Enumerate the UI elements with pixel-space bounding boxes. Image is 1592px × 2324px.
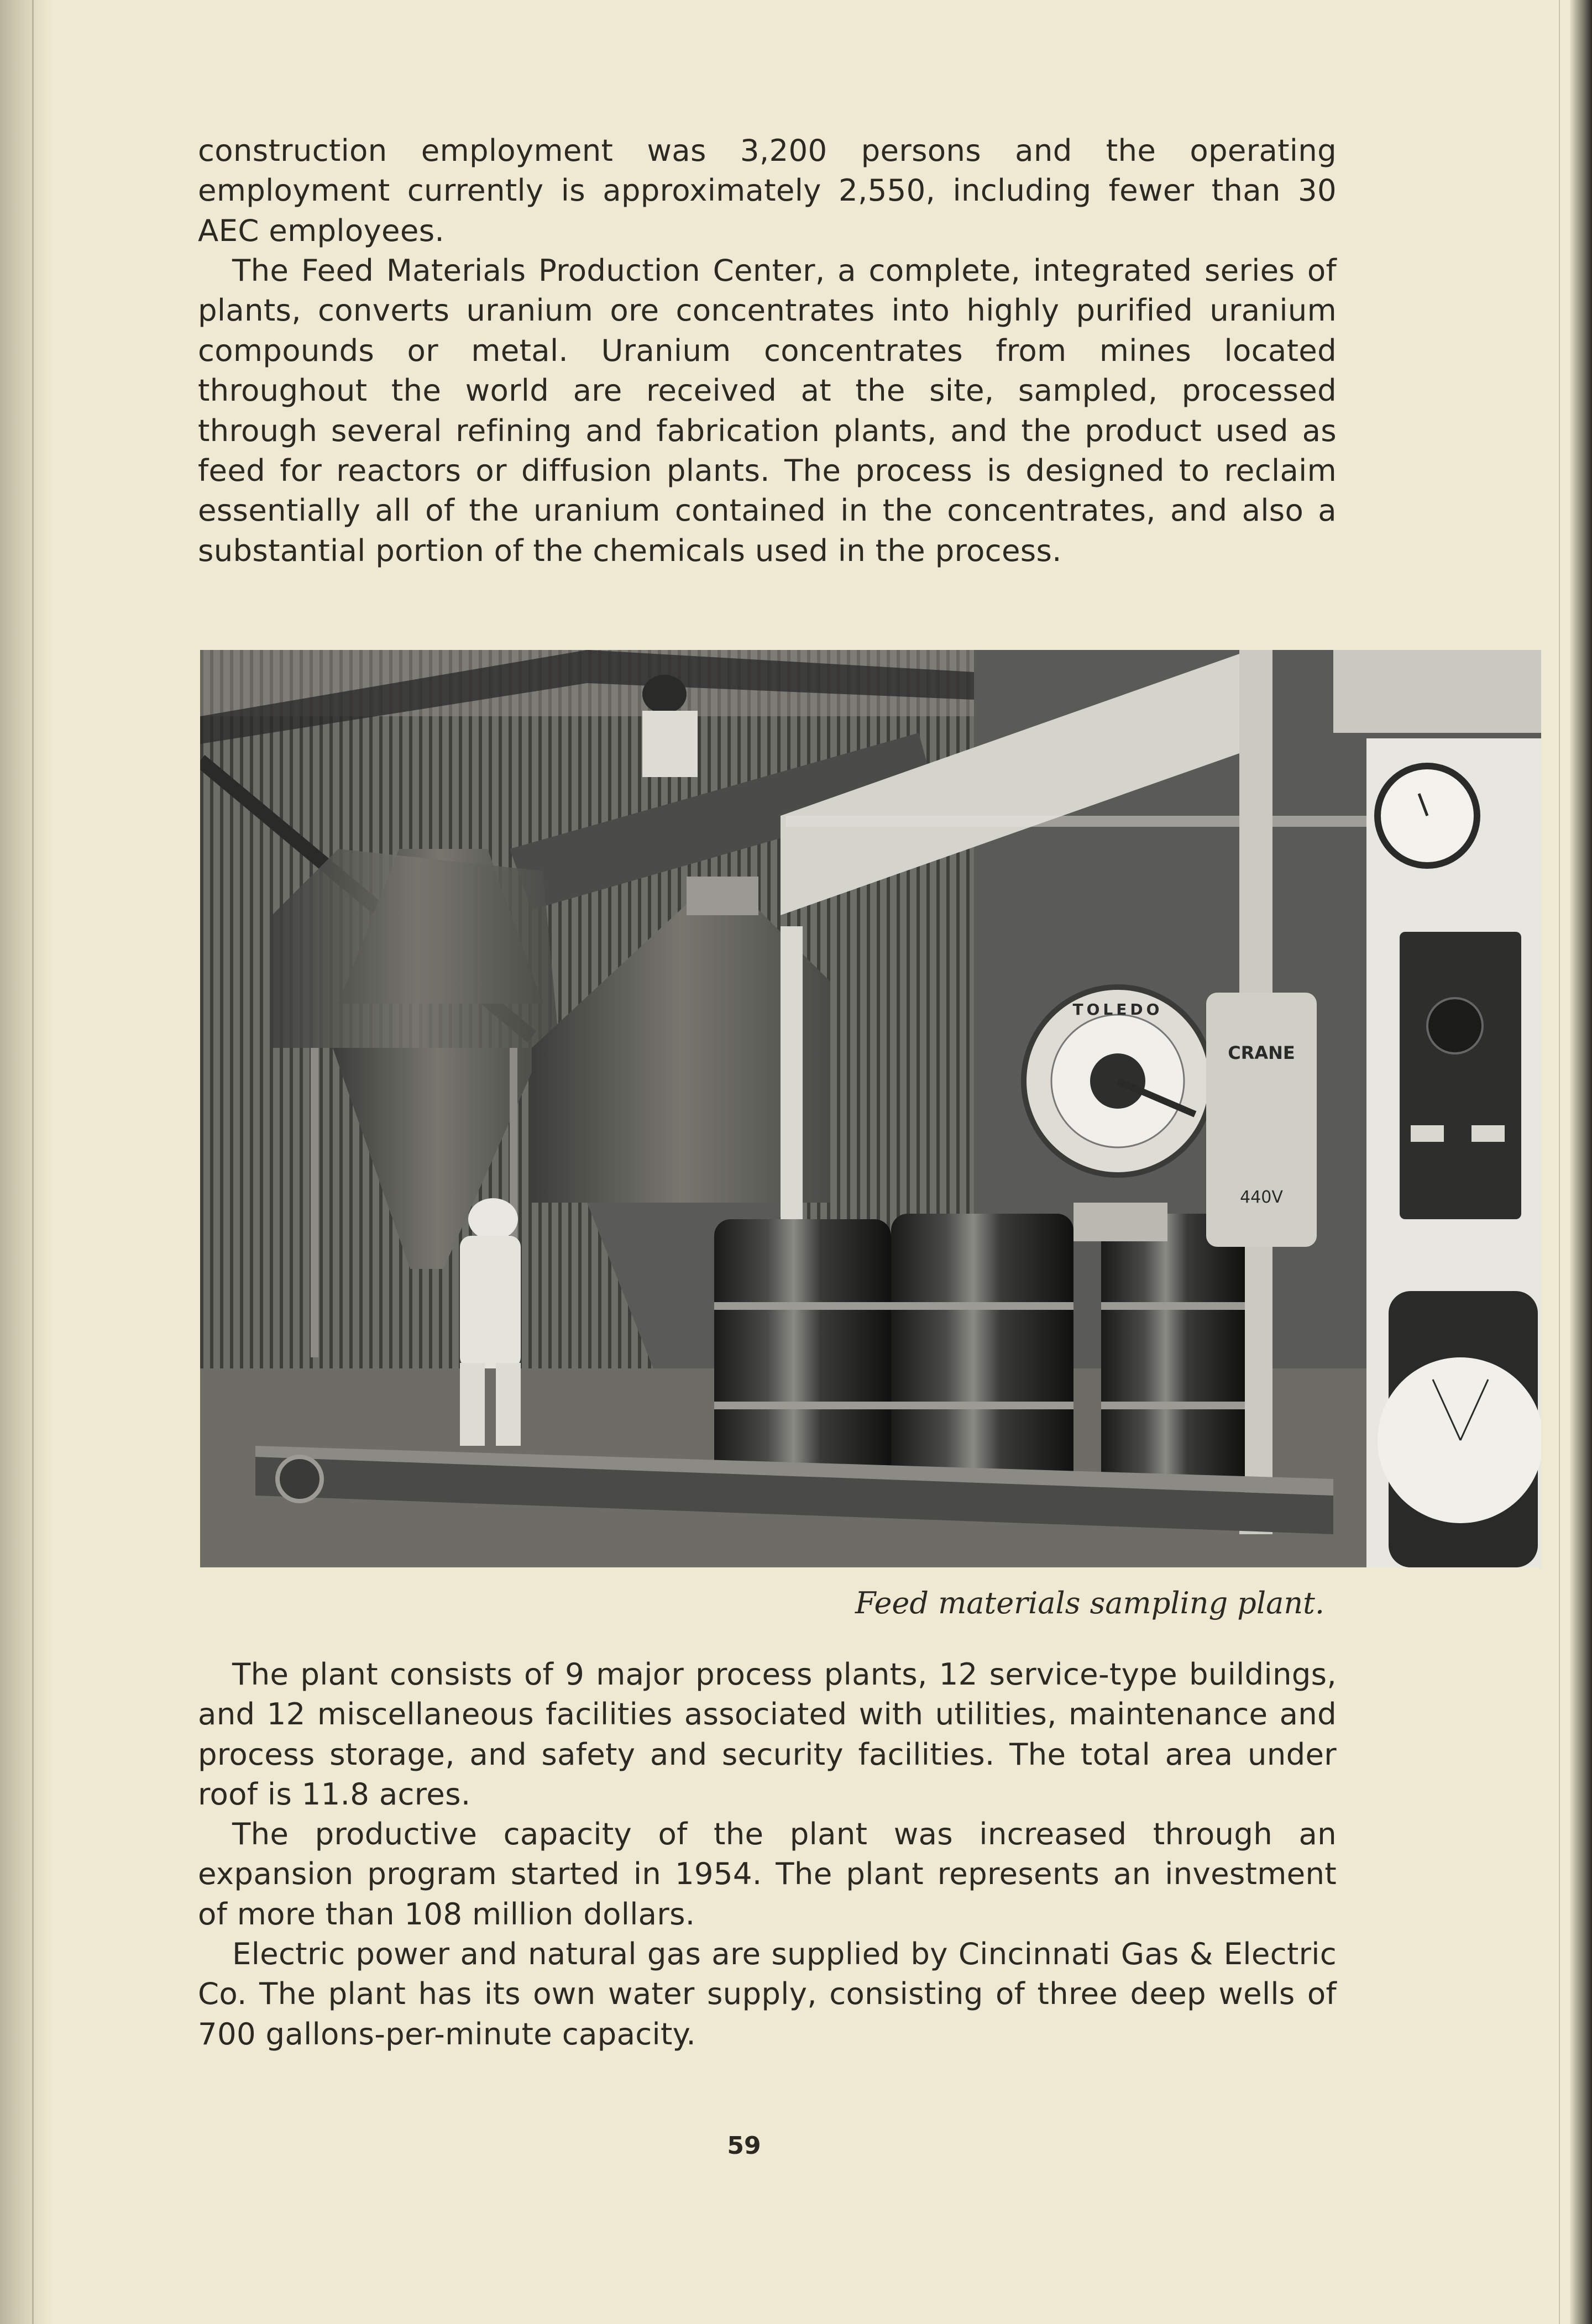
photo-caption: Feed materials sampling plant. — [855, 1586, 1324, 1620]
page-edge — [1570, 0, 1592, 2324]
crane-motor — [1206, 993, 1317, 1247]
binding-line — [32, 0, 34, 2324]
page-number: 59 — [727, 2132, 761, 2160]
paragraph-employment: construction employment was 3,200 persons and the operating employment currently is approximately 2,550, including fewer than 30 AEC employees. — [198, 133, 1337, 248]
paragraph-utilities: Electric power and natural gas are supplied by Cincinnati Gas & Electric Co. The plant has its own water supply, consisting of three deep wells of 700 gallons-per-minute capacity. — [198, 1936, 1337, 2052]
paragraph-plant-facilities: The plant consists of 9 major process plants, 12 service-type buildings, and 12 miscellaneous facilities associated with utilities, maintenance and process storage, and safety and security facilities. The total area under roof is 11.8 acres. — [198, 1656, 1337, 1812]
page-edge-line — [1559, 0, 1560, 2324]
paragraph-productive-capacity: The productive capacity of the plant was increased through an expansion program started in 1954. The plant represents an investment of more than 108 million dollars. — [198, 1816, 1337, 1932]
scale-brand-label: TOLEDO — [1072, 1000, 1163, 1019]
paragraph-production-center: The Feed Materials Production Center, a complete, integrated series of plants, converts uranium ore concentrates into highly purified uranium compounds or metal. Uranium concentrates from mines located throughout the world are received at the site, sampled, processed through several refining and fabrication plants, and the product used as feed for reactors or diffusion plants. The process is designed to reclaim essentially all of the uranium contained in the concentrates, and also a substantial portion of the chemicals used in the process. — [198, 253, 1337, 568]
sampling-plant-photo — [200, 650, 1541, 1567]
crane-label: CRANE — [1228, 1042, 1295, 1063]
toledo-scale — [1024, 987, 1212, 1241]
page-gutter — [0, 0, 53, 2324]
voltage-label: 440V — [1240, 1188, 1283, 1207]
